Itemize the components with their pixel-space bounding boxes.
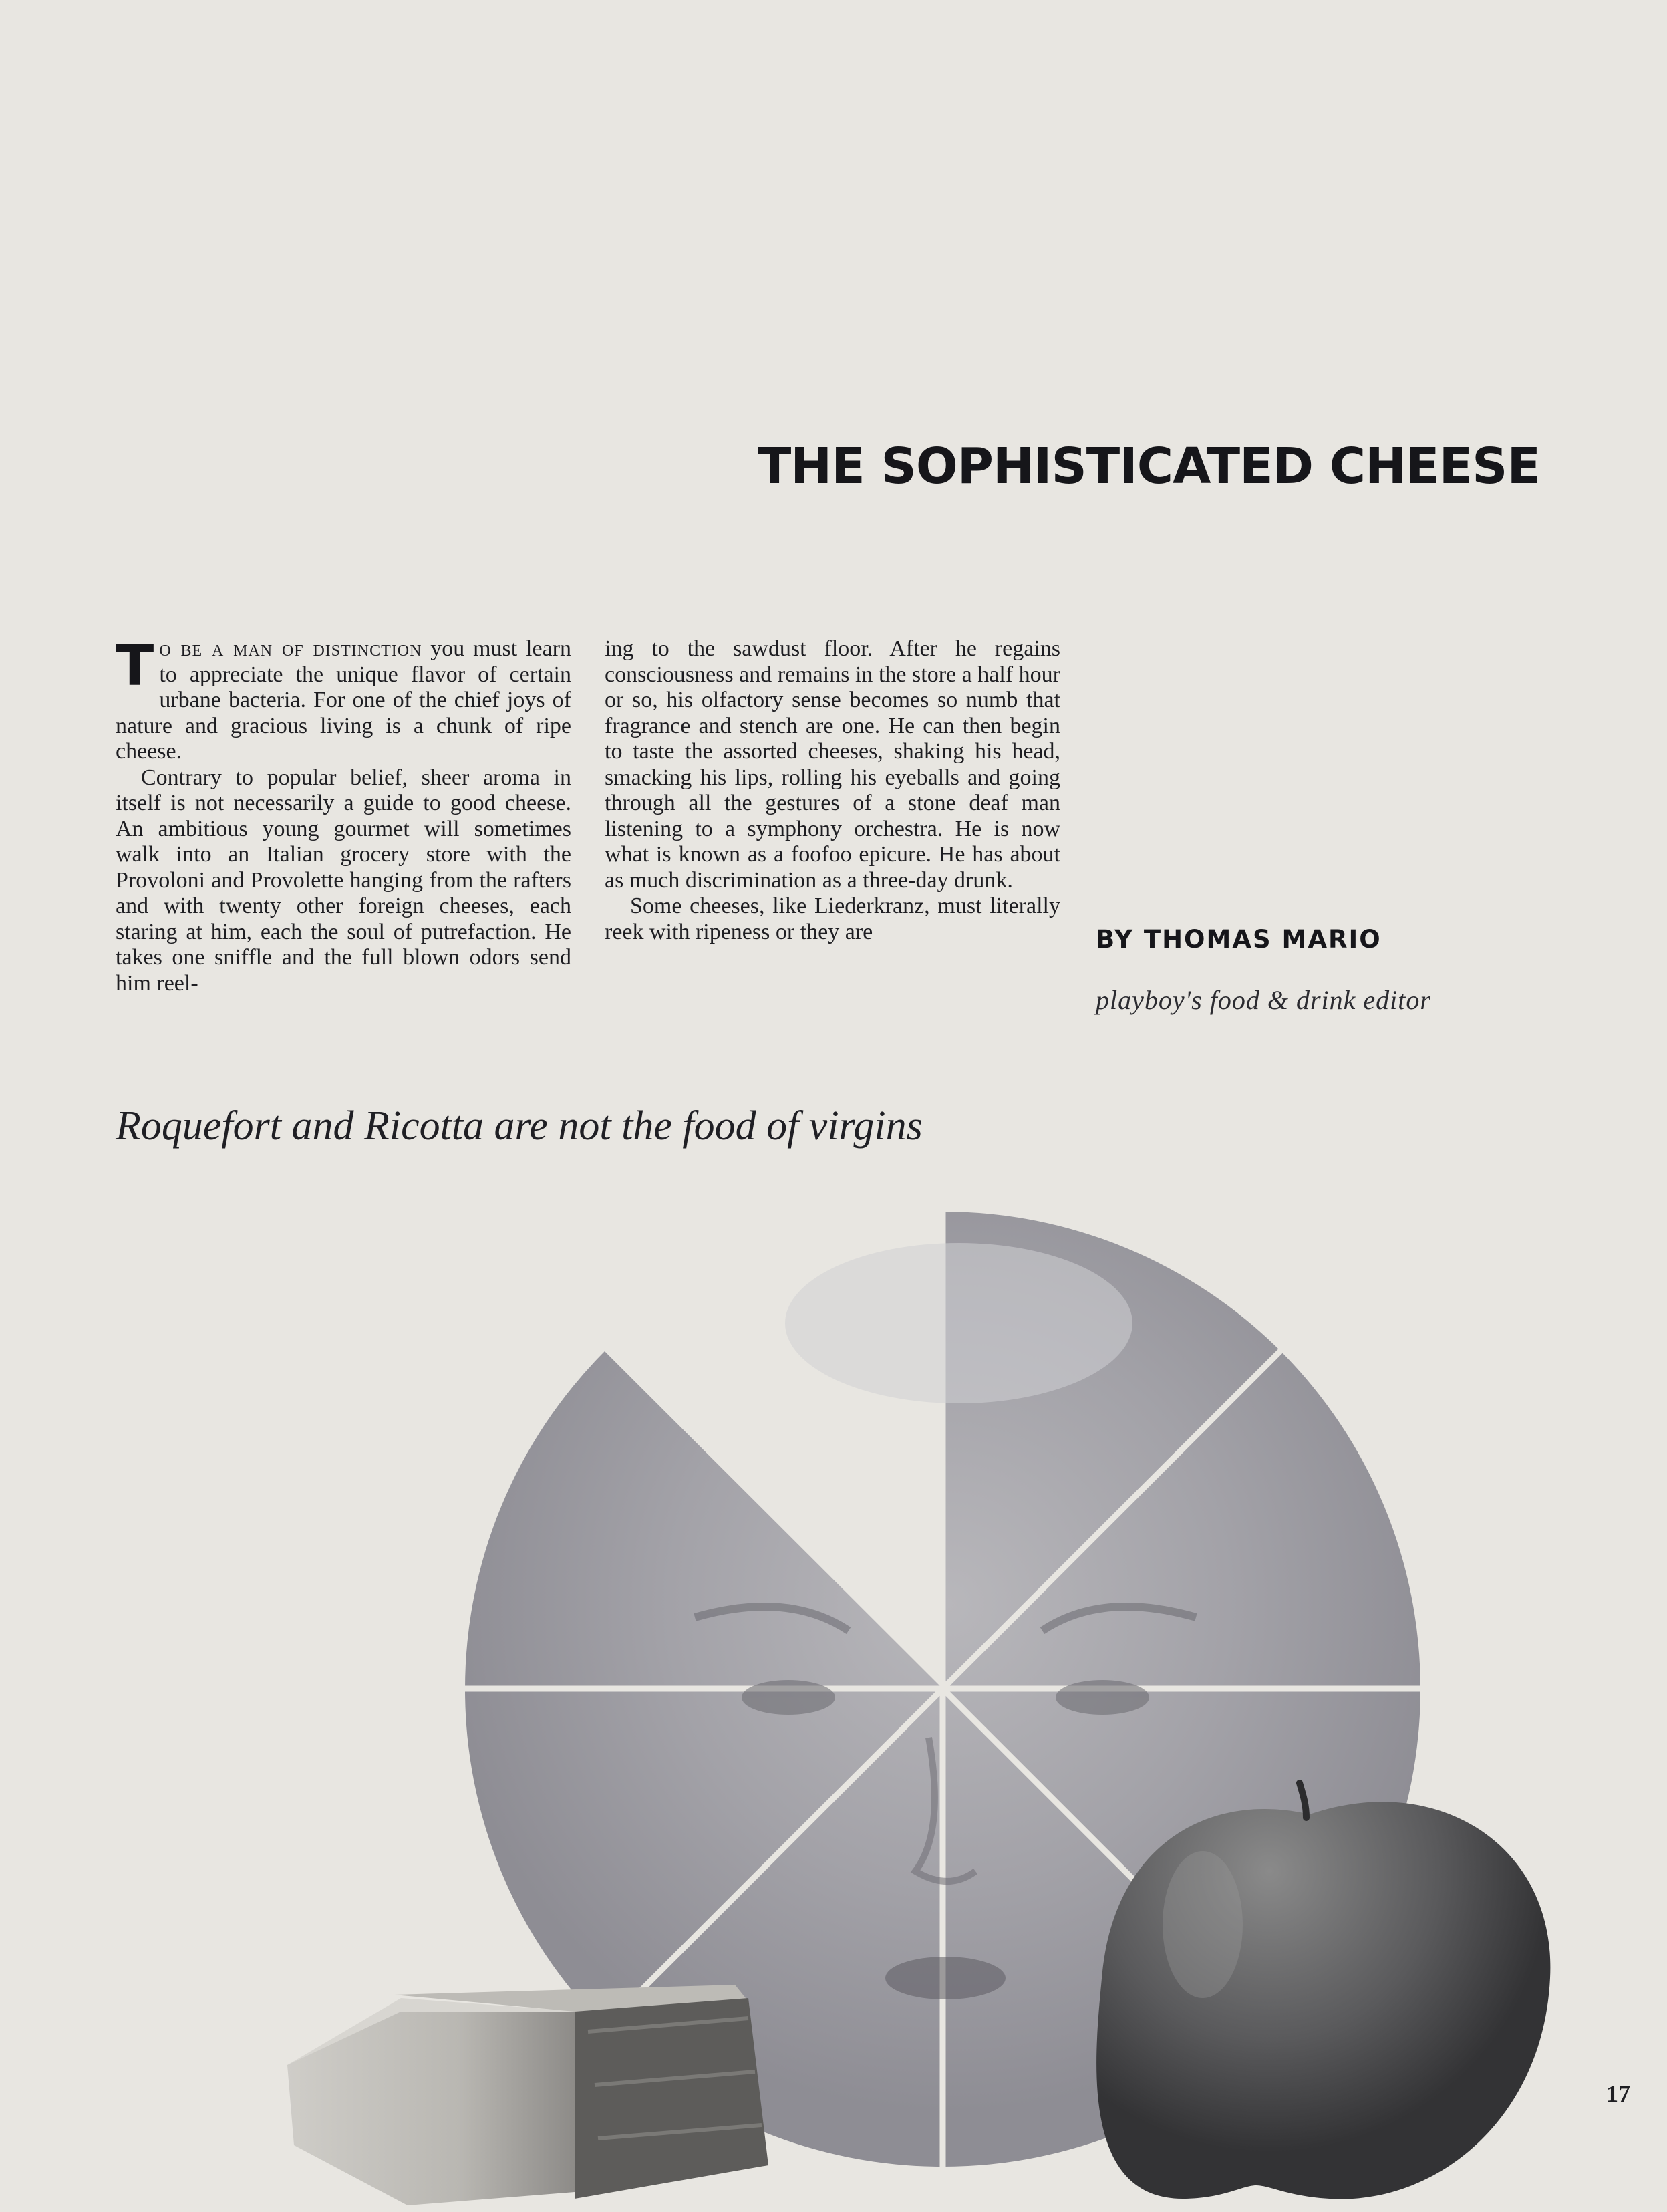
author-role: playboy's food & drink editor	[1096, 985, 1431, 1015]
paragraph-3: Some cheeses, like Liederkranz, must literally reek with ripeness or they are	[605, 893, 1060, 944]
drop-cap: T	[116, 633, 154, 698]
paragraph-2: Contrary to popular belief, sheer aroma in itself is not necessarily a guide to good cheese. An ambitious young gourmet will sometimes walk into an Italian grocery store with the Provoloni and Provolette hanging from the rafters and with twenty other foreign cheeses, each staring at him, each the soul of putrefaction. He takes one sniffle and the full blown odors send him reel-	[116, 765, 571, 996]
article-subtitle: Roquefort and Ricotta are not the food of virgins	[116, 1103, 923, 1149]
cheese-block	[287, 1985, 768, 2205]
byline: BY THOMAS MARIO	[1096, 925, 1382, 954]
article-title: THE SOPHISTICATED CHEESE	[757, 438, 1540, 495]
paragraph-1-text: you must learn to appreciate the unique flavor of certain urbane bacteria. For one of the chief joys of nature and gracious living is a chunk of ripe cheese.	[116, 636, 572, 764]
page-number: 17	[1606, 2080, 1630, 2107]
apple	[1096, 1783, 1550, 2199]
wedge-upper-left	[465, 1351, 943, 1689]
lead-in: o be a man of distinction	[159, 636, 422, 661]
paragraph-2-continued: ing to the sawdust floor. After he regains consciousness and remains in the store a half hour or so, his olfactory sense becomes so numb that fragrance and stench are one. He can then begin to taste the assorted cheeses, shaking his head, smacking his lips, rolling his eyeballs and going through all the gestures of a stone deaf man listening to a symphony orchestra. He is now what is known as a foofoo epicure. He has about as much discrimination as a three-day drunk.	[605, 636, 1060, 893]
